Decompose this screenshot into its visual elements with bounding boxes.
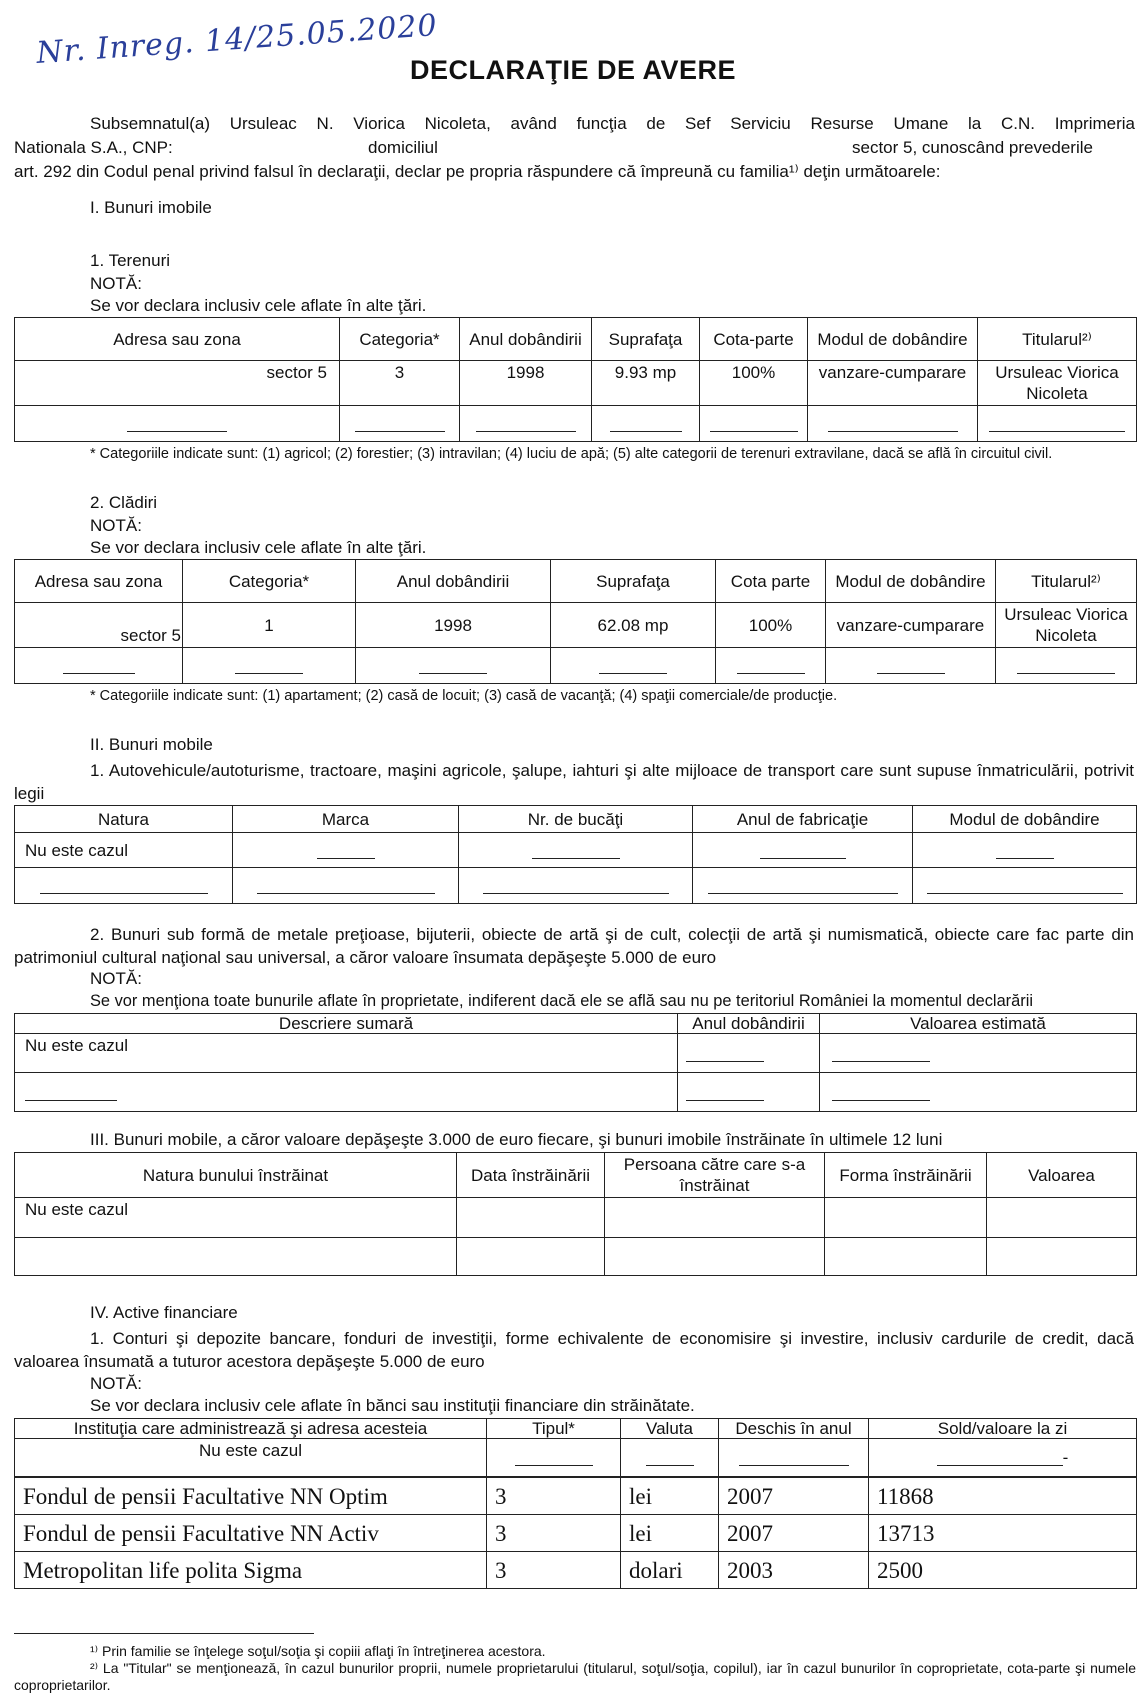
blank-cell xyxy=(183,648,356,684)
table-cell: 100% xyxy=(700,361,808,406)
blank-cell xyxy=(457,1238,605,1276)
table-row xyxy=(15,1515,1137,1552)
cladiri-header-titular: Titularul²⁾ xyxy=(996,560,1137,603)
cladiri-nota: NOTĂ: xyxy=(90,516,142,535)
table-cell: Metropolitan life polita Sigma xyxy=(15,1552,487,1589)
handwritten-registration-number: Nr. Inreg. 14/25.05.2020 xyxy=(35,8,439,71)
blank-cell xyxy=(913,833,1137,868)
blank-cell xyxy=(678,1073,820,1112)
blank-cell xyxy=(551,648,716,684)
footnote-2: ²⁾ La "Titular" se menţionează, în cazul bunurilor proprii, numele proprietarului (titularul, soţul/soţia, copilul), iar în cazul bunurilor în coproprietate, cota-parte şi numele coproprietarilor. xyxy=(14,1660,1136,1693)
table-cell: sector 5 xyxy=(15,603,183,648)
table-cell: dolari xyxy=(621,1552,719,1589)
conturi-paragraph: 1. Conturi şi depozite bancare, fonduri de investiţii, forme echivalente de economisire şi investire, inclusiv cardurile de credit, dacă valoarea însumată a tuturor acestora depăşeşte 5.000 de euro xyxy=(14,1329,1134,1371)
blank-cell xyxy=(459,868,693,904)
metale-header-anul: Anul dobândirii xyxy=(678,1014,820,1034)
table-cell: vanzare-cumparare xyxy=(808,361,978,406)
blank-cell xyxy=(460,406,592,442)
terenuri-nota: NOTĂ: xyxy=(90,274,142,293)
terenuri-header-titular: Titularul²⁾ xyxy=(978,318,1137,361)
terenuri-footnote: * Categoriile indicate sunt: (1) agricol; (2) forestier; (3) intravilan; (4) luciu de apă; (5) alte categorii de terenuri extravilane, dacă se află în circuitul civil. xyxy=(90,446,1053,462)
table-cell: 9.93 mp xyxy=(592,361,700,406)
table-cell: 11868 xyxy=(869,1478,1137,1515)
dash-mark: - xyxy=(1062,1448,1069,1467)
cladiri-heading: 2. Clădiri xyxy=(90,493,158,512)
table-cell: Fondul de pensii Facultative NN Activ xyxy=(15,1515,487,1552)
metale-text xyxy=(14,923,1134,969)
blank-cell xyxy=(719,1439,869,1477)
conturi-header-sold: Sold/valoare la zi xyxy=(869,1419,1137,1439)
conturi-nota-text: Se vor declara inclusiv cele aflate în bănci sau instituţii financiare din străinătate. xyxy=(90,1396,695,1415)
blank-cell xyxy=(826,648,996,684)
terenuri-header-cota: Cota-parte xyxy=(700,318,808,361)
instrainate-header-natura: Natura bunului înstrăinat xyxy=(15,1153,457,1198)
footnote-divider xyxy=(14,1633,314,1634)
metale-nota-text: Se vor menţiona toate bunurile aflate în proprietate, indiferent dacă ele se află sau nu pe teritoriul României la momentul declarării xyxy=(90,992,1033,1010)
blank-cell xyxy=(457,1198,605,1238)
table-cell: Ursuleac Viorica Nicoleta xyxy=(978,361,1137,406)
table-cell: Fondul de pensii Facultative NN Optim xyxy=(15,1478,487,1515)
intro-line-1: Subsemnatul(a) Ursuleac N. Viorica Nicoleta, având funcţia de Sef Serviciu Resurse Umane la C.N. Imprimeria xyxy=(90,114,1135,133)
auto-header-marca: Marca xyxy=(233,806,459,833)
table-cell: 100% xyxy=(716,603,826,648)
cladiri-header-cota: Cota parte xyxy=(716,560,826,603)
auto-table xyxy=(14,805,1137,904)
cladiri-header-categoria: Categoria* xyxy=(183,560,356,603)
blank-cell xyxy=(820,1034,1137,1073)
blank-cell xyxy=(987,1238,1137,1276)
table-cell: sector 5 xyxy=(15,361,340,406)
terenuri-header-modul: Modul de dobândire xyxy=(808,318,978,361)
table-cell: 3 xyxy=(487,1552,621,1589)
table-cell: 2007 xyxy=(719,1515,869,1552)
intro-line-2b: domiciliul xyxy=(368,138,438,157)
table-cell: lei xyxy=(621,1478,719,1515)
intro-line-2a: Nationala S.A., CNP: xyxy=(14,138,173,157)
instrainate-table xyxy=(14,1152,1137,1276)
table-cell: 1998 xyxy=(356,603,551,648)
blank-cell xyxy=(678,1034,820,1073)
blank-cell xyxy=(15,648,183,684)
metale-paragraph: 2. Bunuri sub formă de metale preţioase, bijuterii, obiecte de artă şi de cult, colecţii de artă şi numismatică, obiecte care fac parte din patrimoniul cultural naţional sau universal, a căror valoare însumata depăşeşte 5.000 de euro xyxy=(14,925,1134,967)
cladiri-header-adresa: Adresa sau zona xyxy=(15,560,183,603)
blank-cell xyxy=(693,833,913,868)
auto-header-an-fabricatie: Anul de fabricaţie xyxy=(693,806,913,833)
blank-cell xyxy=(15,406,340,442)
blank-cell xyxy=(825,1198,987,1238)
cladiri-header-anul: Anul dobândirii xyxy=(356,560,551,603)
blank-cell xyxy=(605,1198,825,1238)
blank-cell xyxy=(592,406,700,442)
metale-table xyxy=(14,1013,1137,1112)
blank-cell xyxy=(996,648,1137,684)
instrainate-header-persoana: Persoana către care s-a înstrăinat xyxy=(605,1153,825,1198)
terenuri-header-suprafata: Suprafaţa xyxy=(592,318,700,361)
table-cell: Nu este cazul xyxy=(15,1198,457,1238)
conturi-header-tipul: Tipul* xyxy=(487,1419,621,1439)
blank-cell xyxy=(987,1198,1137,1238)
cladiri-footnote: * Categoriile indicate sunt: (1) apartament; (2) casă de locuit; (3) casă de vacanţă; (4) spaţii comerciale/de producţie. xyxy=(90,688,838,704)
metale-nota: NOTĂ: xyxy=(90,969,142,988)
table-row xyxy=(15,1478,1137,1515)
metale-header-valoarea: Valoarea estimată xyxy=(820,1014,1137,1034)
table-cell: 13713 xyxy=(869,1515,1137,1552)
table-cell: lei xyxy=(621,1515,719,1552)
auto-text xyxy=(14,759,1134,805)
blank-cell xyxy=(825,1238,987,1276)
blank-cell xyxy=(693,868,913,904)
blank-cell xyxy=(356,648,551,684)
document-title: DECLARAŢIE DE AVERE xyxy=(410,55,737,85)
blank-cell xyxy=(15,1238,457,1276)
cladiri-header-suprafata: Suprafaţa xyxy=(551,560,716,603)
footnote-1: ¹⁾ Prin familie se înţelege soţul/soţia şi copiii aflaţi în întreţinerea acestora. xyxy=(90,1643,546,1659)
conturi-data-table xyxy=(14,1477,1137,1589)
terenuri-header-adresa: Adresa sau zona xyxy=(15,318,340,361)
auto-paragraph: 1. Autovehicule/autoturisme, tractoare, maşini agricole, şalupe, iahturi şi alte mijloace de transport care sunt supuse înmatriculării, potrivit legii xyxy=(14,761,1134,803)
table-cell: 3 xyxy=(487,1515,621,1552)
instrainate-header-forma: Forma înstrăinării xyxy=(825,1153,987,1198)
terenuri-table xyxy=(14,317,1137,442)
blank-cell xyxy=(820,1073,1137,1112)
table-cell: 3 xyxy=(487,1478,621,1515)
auto-header-bucati: Nr. de bucăţi xyxy=(459,806,693,833)
terenuri-header-anul: Anul dobândirii xyxy=(460,318,592,361)
blank-cell xyxy=(487,1439,621,1477)
cladiri-header-modul: Modul de dobândire xyxy=(826,560,996,603)
terenuri-heading: 1. Terenuri xyxy=(90,251,171,270)
cladiri-nota-text: Se vor declara inclusiv cele aflate în alte ţări. xyxy=(90,538,427,557)
blank-cell xyxy=(621,1439,719,1477)
conturi-header-deschis: Deschis în anul xyxy=(719,1419,869,1439)
blank-cell xyxy=(808,406,978,442)
blank-cell xyxy=(716,648,826,684)
section-1-heading: I. Bunuri imobile xyxy=(90,198,212,217)
conturi-header-valuta: Valuta xyxy=(621,1419,719,1439)
instrainate-header-data: Data înstrăinării xyxy=(457,1153,605,1198)
table-cell: Nu este cazul xyxy=(15,1034,678,1073)
blank-cell xyxy=(233,868,459,904)
terenuri-nota-text: Se vor declara inclusiv cele aflate în alte ţări. xyxy=(90,296,427,315)
table-cell: 62.08 mp xyxy=(551,603,716,648)
blank-cell xyxy=(340,406,460,442)
table-cell: vanzare-cumparare xyxy=(826,603,996,648)
table-cell: 3 xyxy=(340,361,460,406)
cladiri-table xyxy=(14,559,1137,684)
section-2-heading: II. Bunuri mobile xyxy=(90,735,213,754)
blank-cell xyxy=(605,1238,825,1276)
section-3-heading: III. Bunuri mobile, a căror valoare depăşeşte 3.000 de euro fiecare, şi bunuri imobile înstrăinate în ultimele 12 luni xyxy=(90,1130,943,1149)
metale-header-descriere: Descriere sumară xyxy=(15,1014,678,1034)
table-cell: Nu este cazul xyxy=(15,833,233,868)
blank-cell xyxy=(233,833,459,868)
blank-cell xyxy=(700,406,808,442)
terenuri-header-categoria: Categoria* xyxy=(340,318,460,361)
conturi-header-institutia: Instituţia care administrează şi adresa acesteia xyxy=(15,1419,487,1439)
conturi-nota: NOTĂ: xyxy=(90,1374,142,1393)
intro-line-2c: sector 5, cunoscând prevederile xyxy=(852,138,1093,157)
auto-header-natura: Natura xyxy=(15,806,233,833)
conturi-table xyxy=(14,1418,1137,1477)
conturi-text xyxy=(14,1327,1134,1373)
table-cell: Ursuleac Viorica Nicoleta xyxy=(996,603,1137,648)
table-cell: 1998 xyxy=(460,361,592,406)
table-row xyxy=(15,1552,1137,1589)
blank-cell xyxy=(15,1073,678,1112)
table-cell: 1 xyxy=(183,603,356,648)
table-cell: 2007 xyxy=(719,1478,869,1515)
blank-cell xyxy=(15,868,233,904)
section-4-heading: IV. Active financiare xyxy=(90,1303,238,1322)
auto-header-modul: Modul de dobândire xyxy=(913,806,1137,833)
table-cell: Nu este cazul xyxy=(15,1439,487,1477)
table-cell: 2500 xyxy=(869,1552,1137,1589)
blank-cell xyxy=(869,1439,1137,1477)
blank-cell xyxy=(913,868,1137,904)
blank-cell xyxy=(459,833,693,868)
table-cell: 2003 xyxy=(719,1552,869,1589)
instrainate-header-valoarea: Valoarea xyxy=(987,1153,1137,1198)
blank-cell xyxy=(978,406,1137,442)
intro-line-3: art. 292 din Codul penal privind falsul în declaraţii, declar pe propria răspundere că împreună cu familia¹⁾ deţin următoarele: xyxy=(14,162,941,181)
